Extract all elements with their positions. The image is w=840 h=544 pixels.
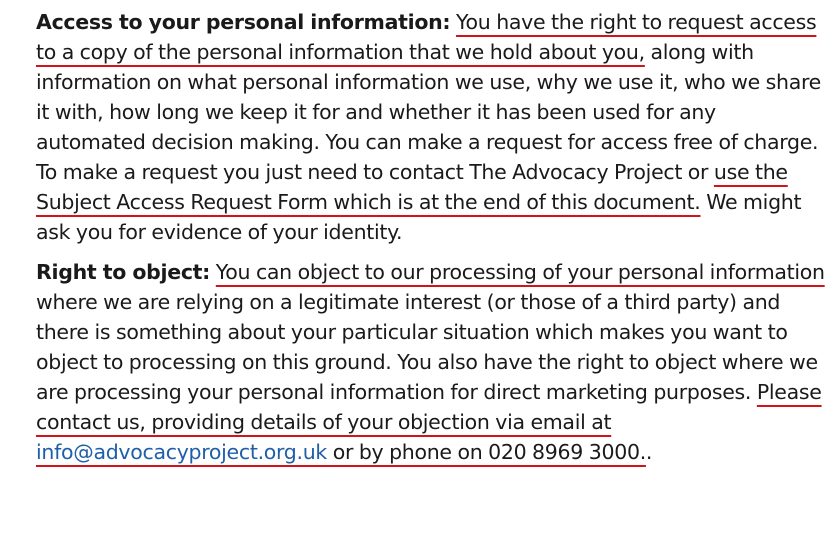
object-text-2: . [645,440,653,464]
object-underlined-3: or by phone on 020 8969 3000. [327,440,646,464]
access-underlined-2: use the Subject Access Request Form which is at the end of this document. [36,160,788,214]
access-underlined-1: You have the right to request access to a copy of the personal information that we hold about you, [36,10,817,64]
object-text-1: where we are relying on a legitimate interest (or those of a third party) and there is something about your particular situation which makes you want to object to processing on this ground. You also have the right to object where we are processing your personal information for direct marketing purposes. [36,290,818,404]
access-paragraph [36,7,826,247]
object-heading: Right to object: [36,260,211,284]
document-body [36,7,826,477]
access-heading: Access to your personal information: [36,10,451,34]
email-link[interactable]: info@advocacyproject.org.uk [36,440,328,464]
object-paragraph [36,257,826,467]
object-underlined-1: You can object to our processing of your personal information [215,260,825,284]
access-text-1: along with information on what personal information we use, why we use it, who we share it with, how long we keep it for and whether it has been used for any automated decision making. You can make a request for access free of charge. To make a request you just need to contact The Advocacy Project or [36,40,821,184]
object-underlined-2: Please contact us, providing details of your objection via email at [36,380,822,434]
access-text-2: We might ask you for evidence of your identity. [36,190,802,244]
